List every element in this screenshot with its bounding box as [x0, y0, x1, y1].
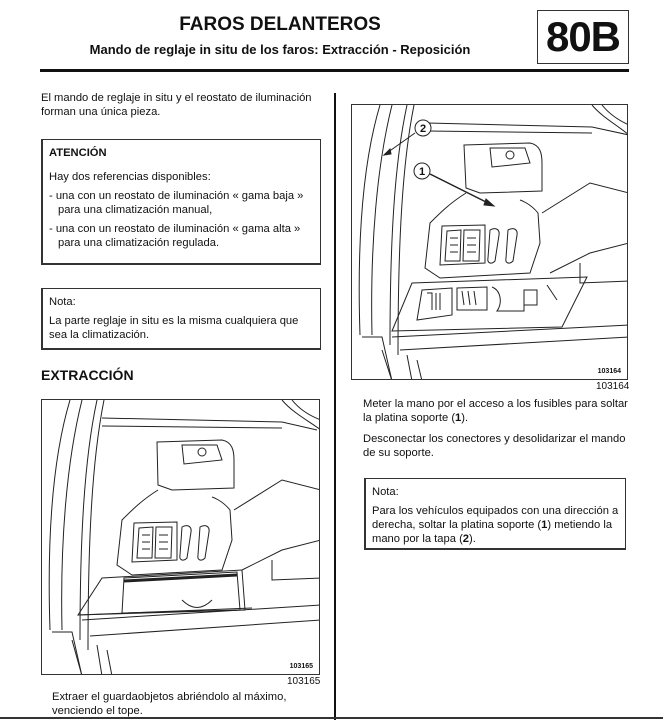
attention-heading: ATENCIÓN: [49, 147, 107, 159]
header-rule: [40, 69, 629, 72]
figure-caption: 103165: [287, 676, 321, 687]
document-title: FAROS DELANTEROS: [179, 14, 381, 35]
figure-caption: 103164: [596, 381, 630, 392]
figure-inner-id: 103165: [289, 663, 313, 670]
section-heading-extraccion: EXTRACCIÓN: [41, 367, 134, 383]
attention-item: - una con un reostato de iluminación « gama alta » para una climatización regulada.: [49, 223, 301, 249]
column-divider: [334, 93, 336, 720]
step-text: Meter la mano por el acceso a los fusibles para soltar la platina soporte (: [363, 398, 628, 424]
note-box-right-hand-drive: [364, 478, 626, 550]
step-disconnect: Desconectar los conectores y desolidarizar el mando de su soporte.: [363, 433, 626, 459]
reference-number: 1: [541, 519, 548, 531]
attention-line: Hay dos referencias disponibles:: [49, 171, 211, 183]
reference-number: 1: [455, 412, 462, 424]
figure-103165: [41, 399, 320, 675]
dashboard-fuse-access-illustration: [352, 105, 628, 380]
attention-box: [41, 139, 321, 265]
note-heading: Nota:: [49, 296, 76, 308]
note-heading: Nota:: [372, 486, 399, 498]
dashboard-glovebox-illustration: [42, 400, 320, 675]
figure-103164: [351, 104, 628, 380]
note-text: La parte reglaje in situ es la misma cualquiera que sea la climatización.: [49, 315, 299, 341]
attention-item: - una con un reostato de iluminación « gama baja » para una climatización manual,: [49, 190, 304, 216]
step-text: ).: [461, 412, 469, 424]
note-text-part: ) metiendo la mano por la tapa (: [372, 519, 613, 545]
extract-step-text: Extraer el guardaobjetos abriéndolo al máximo, venciendo el tope.: [52, 691, 287, 717]
callout-1: 1: [418, 166, 426, 178]
bottom-rule: [0, 717, 663, 719]
document-subtitle: Mando de reglaje in situ de los faros: Extracción - Reposición: [89, 42, 471, 57]
step-release-plate: [363, 397, 633, 425]
note-text-part: ).: [469, 533, 476, 545]
note-text-part: Para los vehículos equipados con una dirección a derecha, soltar la platina soporte (: [372, 505, 619, 531]
note-box: [41, 288, 321, 350]
figure-inner-id: 103164: [597, 368, 621, 375]
note-text: [372, 504, 619, 546]
callout-2: 2: [419, 123, 427, 135]
section-code-badge: 80B: [537, 10, 629, 64]
intro-paragraph: El mando de reglaje in situ y el reostato de iluminación forman una única pieza.: [41, 92, 312, 118]
reference-number: 2: [462, 533, 470, 545]
